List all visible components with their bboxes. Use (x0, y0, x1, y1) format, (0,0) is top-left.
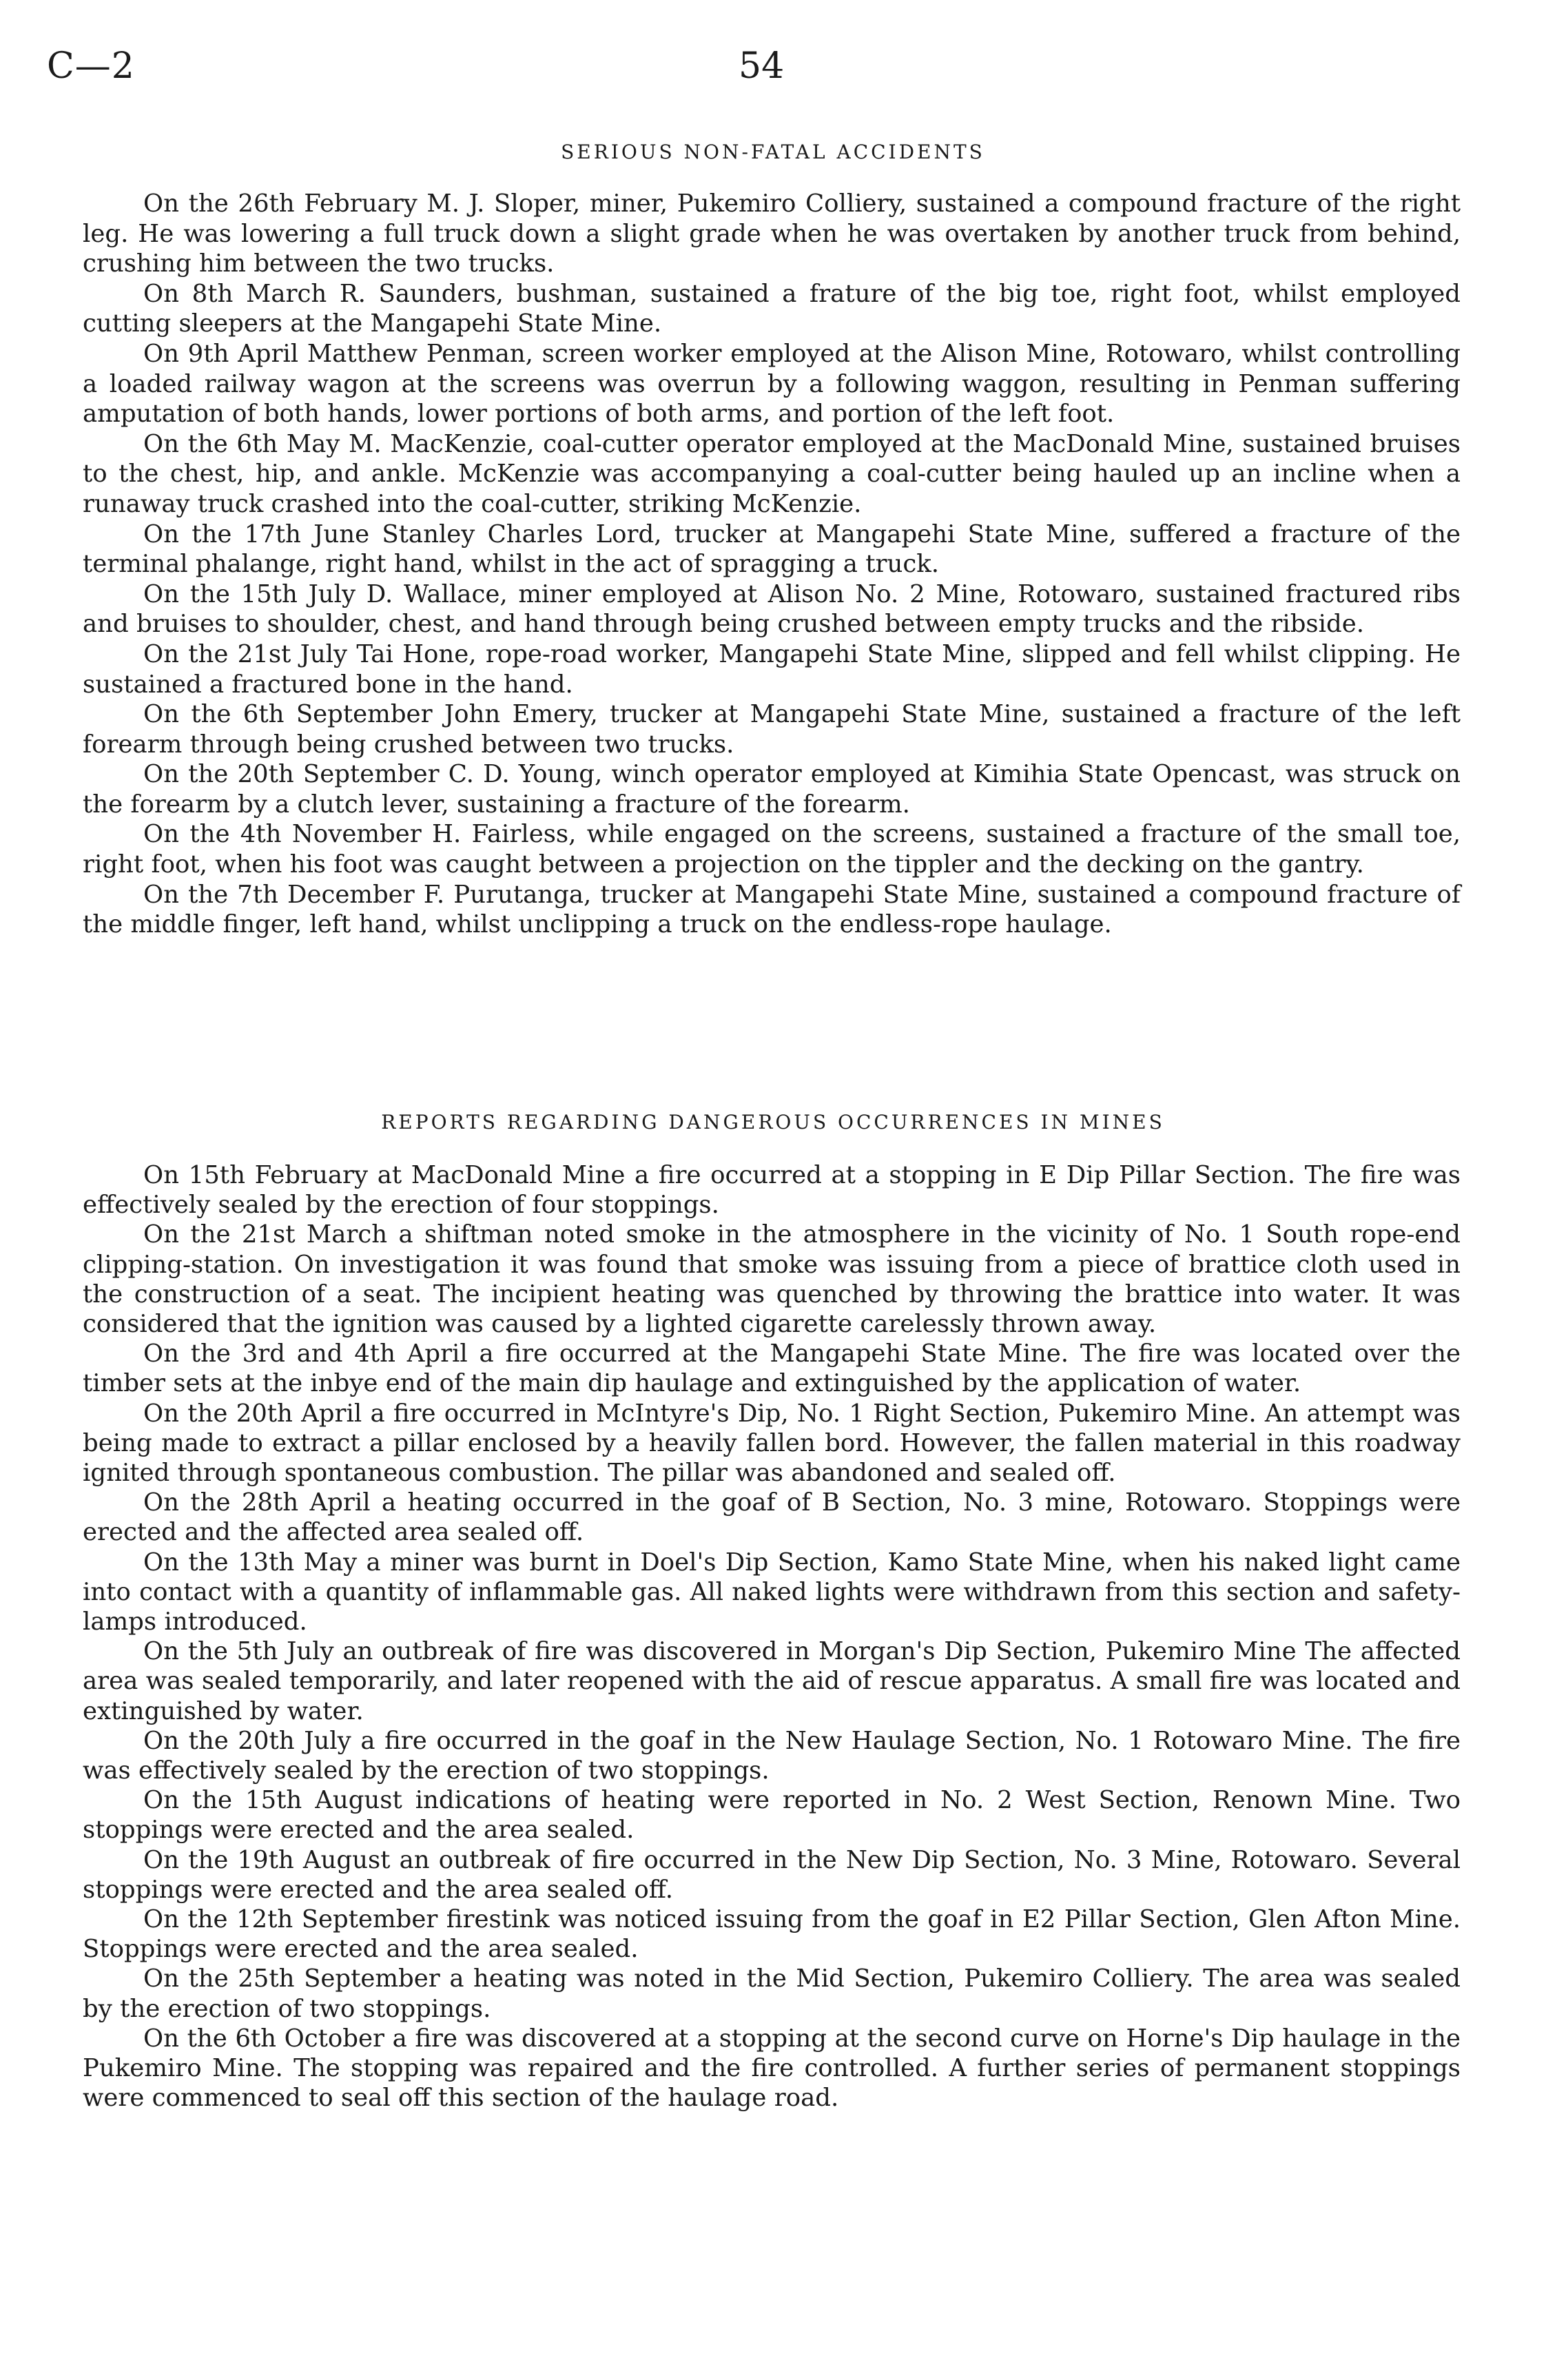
section-heading-serious-accidents: SERIOUS NON-FATAL ACCIDENTS (561, 141, 985, 163)
page-reference: C—2 (47, 45, 135, 87)
accident-paragraph: On the 6th May M. MacKenzie, coal-cutter operator employed at the MacDonald Mine, sustained bruises to the chest, hip, and ankle. McKenzie was accompanying a coal-cutter being hauled up an incline when a runaway truck crashed into the coal-cutter, striking McKenzie. (83, 429, 1461, 518)
accident-paragraph: On the 6th September John Emery, trucker at Mangapehi State Mine, sustained a fracture of the left forearm through being crushed between two trucks. (83, 700, 1461, 759)
occurrence-paragraph: On the 21st March a shiftman noted smoke in the atmosphere in the vicinity of No. 1 South rope-end clipping-station. On investigation it was found that smoke was issuing from a piece of brattice cloth used in the construction of a seat. The incipient heating was quenched by throwing the brattice into water. It was considered that the ignition was caused by a lighted cigarette carelessly thrown away. (83, 1220, 1461, 1339)
page-number: 54 (739, 45, 785, 87)
accident-paragraph: On the 20th September C. D. Young, winch operator employed at Kimihia State Opencast, was struck on the forearm by a clutch lever, sustaining a fracture of the forearm. (83, 760, 1461, 819)
occurrence-paragraph: On the 15th August indications of heating were reported in No. 2 West Section, Renown Mine. Two stoppings were erected and the area sealed. (83, 1786, 1461, 1845)
accident-paragraph: On the 15th July D. Wallace, miner employed at Alison No. 2 Mine, Rotowaro, sustained fractured ribs and bruises to shoulder, chest, and hand through being crushed between empty trucks and the ribside. (83, 579, 1461, 639)
section-body-dangerous-occurrences (83, 1160, 1461, 2113)
occurrence-paragraph: On the 5th July an outbreak of fire was discovered in Morgan's Dip Section, Pukemiro Mine The affected area was sealed temporarily, and later reopened with the aid of rescue apparatus. A small fire was located and extinguished by water. (83, 1637, 1461, 1725)
section-heading-dangerous-occurrences: REPORTS REGARDING DANGEROUS OCCURRENCES IN MINES (381, 1111, 1165, 1133)
accident-paragraph: On the 21st July Tai Hone, rope-road worker, Mangapehi State Mine, slipped and fell whilst clipping. He sustained a fractured bone in the hand. (83, 639, 1461, 699)
occurrence-paragraph: On the 19th August an outbreak of fire occurred in the New Dip Section, No. 3 Mine, Rotowaro. Several stoppings were erected and the area sealed off. (83, 1845, 1461, 1904)
accident-paragraph: On the 17th June Stanley Charles Lord, trucker at Mangapehi State Mine, suffered a fracture of the terminal phalange, right hand, whilst in the act of spragging a truck. (83, 520, 1461, 579)
accident-paragraph: On the 4th November H. Fairless, while engaged on the screens, sustained a fracture of the small toe, right foot, when his foot was caught between a projection on the tippler and the decking on the gantry. (83, 820, 1461, 879)
occurrence-paragraph: On the 28th April a heating occurred in the goaf of B Section, No. 3 mine, Rotowaro. Stoppings were erected and the affected area sealed off. (83, 1488, 1461, 1547)
occurrence-paragraph: On 15th February at MacDonald Mine a fire occurred at a stopping in E Dip Pillar Section. The fire was effectively sealed by the erection of four stoppings. (83, 1161, 1461, 1220)
accident-paragraph: On 8th March R. Saunders, bushman, sustained a frature of the big toe, right foot, whilst employed cutting sleepers at the Mangapehi State Mine. (83, 279, 1461, 338)
occurrence-paragraph: On the 13th May a miner was burnt in Doel's Dip Section, Kamo State Mine, when his naked light came into contact with a quantity of inflammable gas. All naked lights were withdrawn from this section and safety-lamps introduced. (83, 1548, 1461, 1637)
accident-paragraph: On 9th April Matthew Penman, screen worker employed at the Alison Mine, Rotowaro, whilst controlling a loaded railway wagon at the screens was overrun by a following waggon, resulting in Penman suffering amputation of both hands, lower portions of both arms, and portion of the left foot. (83, 339, 1461, 429)
occurrence-paragraph: On the 20th April a fire occurred in McIntyre's Dip, No. 1 Right Section, Pukemiro Mine. An attempt was being made to extract a pillar enclosed by a heavily fallen bord. However, the fallen material in this roadway ignited through spontaneous combustion. The pillar was abandoned and sealed off. (83, 1399, 1461, 1488)
accident-paragraph: On the 26th February M. J. Sloper, miner, Pukemiro Colliery, sustained a compound fracture of the right leg. He was lowering a full truck down a slight grade when he was overtaken by another truck from behind, crushing him between the two trucks. (83, 189, 1461, 278)
occurrence-paragraph: On the 3rd and 4th April a fire occurred at the Mangapehi State Mine. The fire was located over the timber sets at the inbye end of the main dip haulage and extinguished by the application of water. (83, 1340, 1461, 1398)
occurrence-paragraph: On the 12th September firestink was noticed issuing from the goaf in E2 Pillar Section, Glen Afton Mine. Stoppings were erected and the area sealed. (83, 1905, 1461, 1964)
section-body-serious-accidents (83, 189, 1461, 940)
occurrence-paragraph: On the 6th October a fire was discovered at a stopping at the second curve on Horne's Dip haulage in the Pukemiro Mine. The stopping was repaired and the fire controlled. A further series of permanent stoppings were commenced to seal off this section of the haulage road. (83, 2024, 1461, 2113)
occurrence-paragraph: On the 25th September a heating was noted in the Mid Section, Pukemiro Colliery. The area was sealed by the erection of two stoppings. (83, 1964, 1461, 2023)
occurrence-paragraph: On the 20th July a fire occurred in the goaf in the New Haulage Section, No. 1 Rotowaro Mine. The fire was effectively sealed by the erection of two stoppings. (83, 1726, 1461, 1785)
accident-paragraph: On the 7th December F. Purutanga, trucker at Mangapehi State Mine, sustained a compound fracture of the middle finger, left hand, whilst unclipping a truck on the endless-rope haulage. (83, 880, 1461, 939)
